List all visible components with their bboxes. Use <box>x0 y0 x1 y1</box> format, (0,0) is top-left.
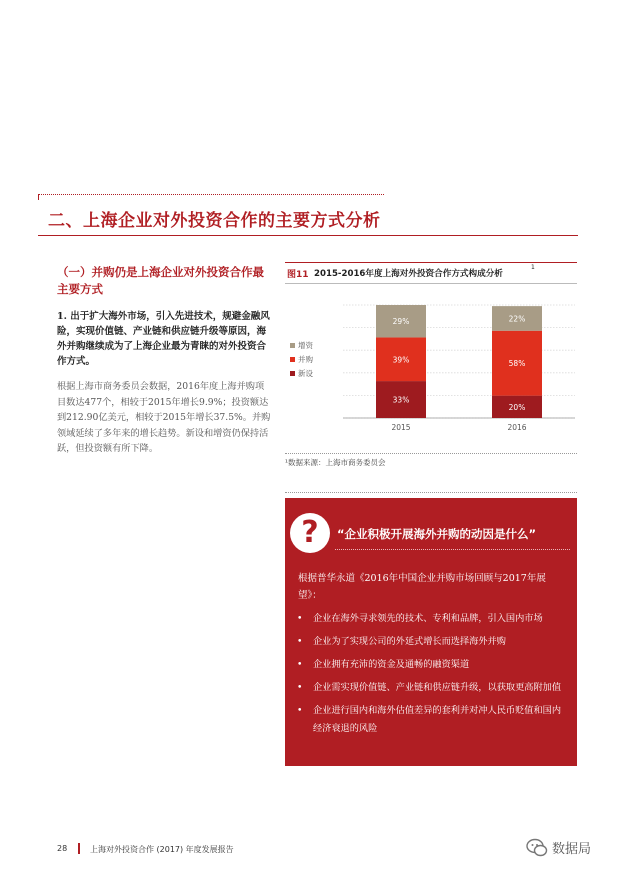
callout-reason-list <box>297 610 569 743</box>
chart-source-note: ¹数据来源：上海市商务委员会 <box>285 458 386 467</box>
bullet-icon: • <box>297 613 303 624</box>
legend-label: 新设 <box>298 369 313 378</box>
body-paragraph: 根据上海市商务委员会数据，2016年度上海并购项目数达477个，相较于2015年增长9.9%；投资额达到212.90亿美元，相较于2015年增长37.5%。并购领域延续了多年来的增长趋势。新设和增资仍保持活跃，但投资额有所下降。 <box>57 381 271 454</box>
chart-header-underline <box>285 283 577 284</box>
data-label: 33% <box>392 395 410 405</box>
callout-top-divider <box>285 492 577 493</box>
reason-text: 企业在海外寻求领先的技术、专利和品牌，引入国内市场 <box>313 613 543 624</box>
point-heading: 1. 出于扩大海外市场，引入先进技术，规避金融风险，实现价值链、产业链和供应链升级等原因，海外并购继续成为了上海企业最为青睐的对外投资合作方式。 <box>57 311 270 367</box>
bullet-icon: • <box>297 682 303 693</box>
reason-text: 企业进行国内和海外估值差异的套利并对冲人民币贬值和国内经济衰退的风险 <box>313 705 562 734</box>
list-item <box>297 633 569 651</box>
data-label: 29% <box>392 317 410 327</box>
legend-swatch <box>290 343 295 348</box>
reason-text: 企业拥有充沛的资金及通畅的融资渠道 <box>313 659 470 670</box>
bullet-icon: • <box>297 705 303 716</box>
callout-intro: 根据普华永道《2016年中国企业并购市场回顾与2017年展望》： <box>298 573 546 601</box>
bullet-icon: • <box>297 659 303 670</box>
data-label: 20% <box>508 402 526 412</box>
list-item <box>297 679 569 697</box>
chart-header-rule <box>285 262 577 263</box>
legend-label: 增资 <box>298 341 313 350</box>
stacked-bar-chart <box>285 290 577 440</box>
chart-title: 2015-2016年度上海对外投资合作方式构成分析 <box>314 269 503 279</box>
callout-divider <box>335 549 570 550</box>
data-label: 22% <box>508 314 526 324</box>
data-label: 39% <box>392 355 410 365</box>
page-number: 28 <box>57 844 68 853</box>
top-divider <box>38 194 384 195</box>
list-item <box>297 610 569 628</box>
source-divider <box>285 453 577 454</box>
callout-question: “企业积极开展海外并购的动因是什么” <box>337 527 537 541</box>
bullet-icon: • <box>297 636 303 647</box>
footer-report-title: 上海对外投资合作 (2017) 年度发展报告 <box>90 845 234 854</box>
list-item <box>297 656 569 674</box>
wechat-icon <box>525 836 549 860</box>
data-label: 58% <box>508 359 526 369</box>
x-tick-label: 2015 <box>391 423 411 432</box>
x-tick-label: 2016 <box>507 423 527 432</box>
footer-separator <box>78 843 80 854</box>
legend-swatch <box>290 357 295 362</box>
chart-title-footnote-mark: 1 <box>531 264 535 271</box>
subsection-title: （一）并购仍是上海企业对外投资合作最主要方式 <box>57 265 264 296</box>
watermark-text: 数据局 <box>552 842 592 857</box>
question-mark-icon: ? <box>290 513 330 553</box>
section-underline <box>38 235 578 236</box>
reason-text: 企业需实现价值链、产业链和供应链升级，以获取更高附加值 <box>313 682 562 693</box>
chart-figure-number: 图11 <box>287 270 309 280</box>
list-item <box>297 702 569 737</box>
top-divider-tick <box>38 194 39 200</box>
section-title: 二、上海企业对外投资合作的主要方式分析 <box>48 211 381 231</box>
legend-swatch <box>290 371 295 376</box>
reason-text: 企业为了实现公司的外延式增长而选择海外并购 <box>313 636 506 647</box>
legend-label: 并购 <box>298 355 313 364</box>
